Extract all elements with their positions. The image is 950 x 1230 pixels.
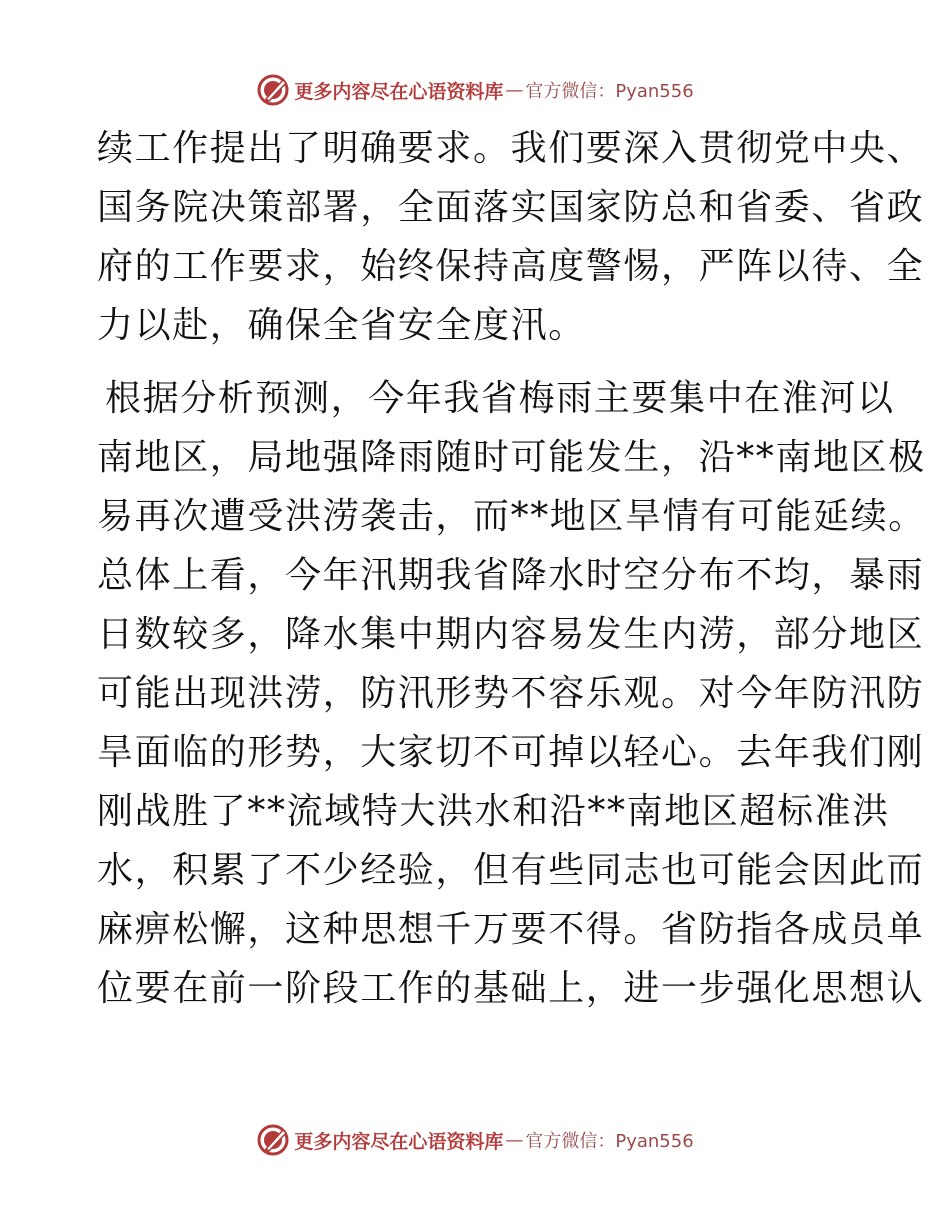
paragraph-1 xyxy=(97,119,925,355)
text-line: 府的工作要求，始终保持高度警惕，严阵以待、全 xyxy=(97,246,925,287)
pen-logo-icon xyxy=(256,73,290,107)
text-line: 麻痹松懈，这种思想千万要不得。省防指各成员单 xyxy=(97,909,925,950)
text-line: 刚战胜了**流域特大洪水和沿**南地区超标准洪 xyxy=(97,791,890,832)
footer-banner xyxy=(0,1120,950,1160)
document-body xyxy=(97,119,926,1018)
text-line: 续工作提出了明确要求。我们要深入贯彻党中央、 xyxy=(97,128,925,169)
banner-dash: — xyxy=(505,79,524,101)
text-line: 易再次遭受洪涝袭击，而**地区旱情有可能延续。 xyxy=(97,496,926,537)
text-line: 国务院决策部署，全面落实国家防总和省委、省政 xyxy=(97,187,925,228)
text-line: 南地区，局地强降雨随时可能发生，沿**南地区极 xyxy=(97,437,926,478)
text-line: 总体上看，今年汛期我省降水时空分布不均，暴雨 xyxy=(97,555,925,596)
wechat-contact: 官方微信：Pyan556 xyxy=(525,1131,694,1152)
text-line: 可能出现洪涝，防汛形势不容乐观。对今年防汛防 xyxy=(97,673,925,714)
text-line: 日数较多，降水集中期内容易发生内涝，部分地区 xyxy=(97,614,925,655)
banner-dash: — xyxy=(505,1129,524,1151)
header-banner xyxy=(0,70,950,110)
promo-text: 更多内容尽在心语资料库 xyxy=(294,1130,504,1153)
text-line: 旱面临的形势，大家切不可掉以轻心。去年我们刚 xyxy=(97,732,925,773)
text-line: 根据分析预测，今年我省梅雨主要集中在淮河以 xyxy=(105,378,895,419)
paragraph-2 xyxy=(97,369,926,1018)
text-line: 水，积累了不少经验，但有些同志也可能会因此而 xyxy=(97,850,925,891)
pen-logo-icon xyxy=(256,1123,290,1157)
text-line: 力以赴，确保全省安全度汛。 xyxy=(97,305,586,346)
promo-text: 更多内容尽在心语资料库 xyxy=(294,80,504,103)
wechat-contact: 官方微信：Pyan556 xyxy=(525,81,694,102)
text-line: 位要在前一阶段工作的基础上，进一步强化思想认 xyxy=(97,968,925,1009)
